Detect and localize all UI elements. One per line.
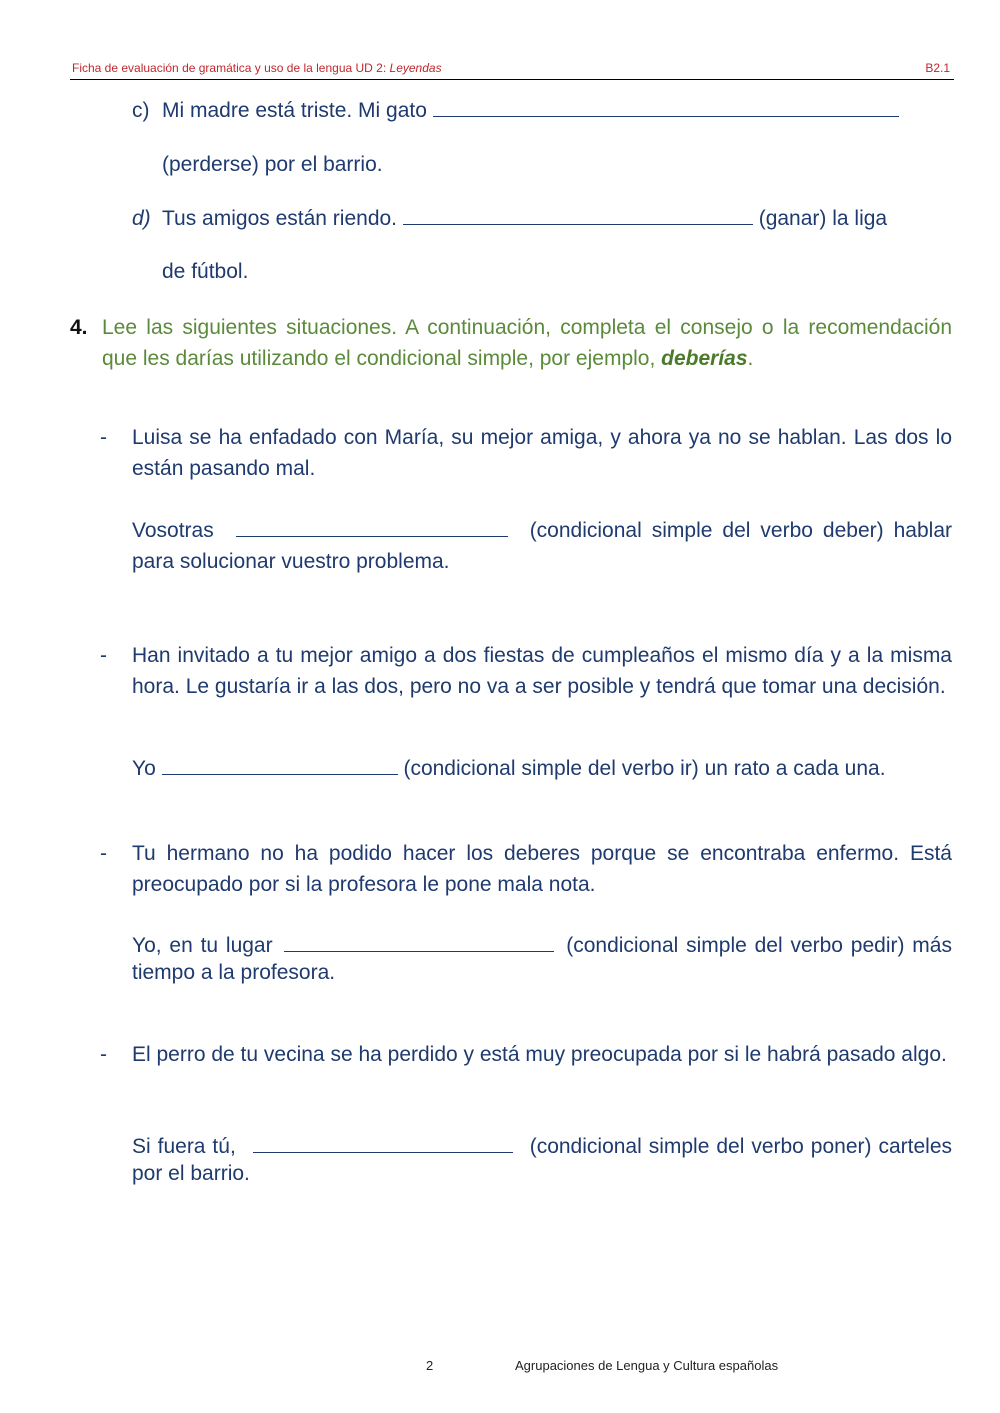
answer-4-blank[interactable] <box>253 1132 513 1153</box>
answer-2-blank[interactable] <box>162 754 398 775</box>
item-d-text-cont: de fútbol. <box>162 260 249 283</box>
item-c-label: c) <box>132 99 150 122</box>
situation-2: Han invitado a tu mejor amigo a dos fiestas de cumpleaños el mismo día y a la misma hora. Le gustaría ir a las dos, pero no va a ser posible y tendrá que tomar una decisión. <box>132 644 952 698</box>
exercise-number: 4. <box>70 316 88 339</box>
item-d-text: Tus amigos están riendo. (ganar) la liga <box>162 203 887 234</box>
answer-4: Si fuera tú, (condicional simple del verbo poner) carteles por el barrio. <box>132 1132 952 1187</box>
example-word: deberías <box>661 347 748 370</box>
item-c-blank[interactable] <box>433 96 899 117</box>
answer-2: Yo (condicional simple del verbo ir) un rato a cada una. <box>132 753 886 784</box>
item-d-label: d) <box>132 207 151 230</box>
bullet-dash: - <box>100 1043 107 1066</box>
footer-organization: Agrupaciones de Lengua y Cultura españolas <box>515 1358 779 1373</box>
item-d-blank[interactable] <box>403 204 753 225</box>
answer-3: Yo, en tu lugar (condicional simple del verbo pedir) más tiempo a la profesora. <box>132 931 952 986</box>
bullet-dash: - <box>100 426 107 449</box>
situation-1: Luisa se ha enfadado con María, su mejor amiga, y ahora ya no se hablan. Las dos lo están pasando mal. <box>132 426 952 480</box>
answer-3-blank[interactable] <box>284 931 554 952</box>
situation-3: Tu hermano no ha podido hacer los deberes porque se encontraba enfermo. Está preocupado por si la profesora le pone mala nota. <box>132 842 952 896</box>
bullet-dash: - <box>100 842 107 865</box>
page-number: 2 <box>426 1358 434 1373</box>
exercise-instruction: Lee las siguientes situaciones. A continuación, completa el consejo o la recomendación que les darías utilizando el condicional simple, por ejemplo, deberías. <box>102 316 952 370</box>
level-badge: B2.1 <box>925 61 950 75</box>
answer-1: Vosotras (condicional simple del verbo deber) hablar para solucionar vuestro problema. <box>132 515 952 577</box>
situation-4: El perro de tu vecina se ha perdido y está muy preocupada por si le habrá pasado algo. <box>132 1043 947 1066</box>
bullet-dash: - <box>100 644 107 667</box>
item-c-text-cont: (perderse) por el barrio. <box>162 153 383 176</box>
page-header <box>70 59 954 80</box>
answer-1-blank[interactable] <box>236 516 508 537</box>
document-title: Ficha de evaluación de gramática y uso de la lengua UD 2: Leyendas <box>72 61 442 75</box>
item-c-text: Mi madre está triste. Mi gato <box>162 95 899 126</box>
